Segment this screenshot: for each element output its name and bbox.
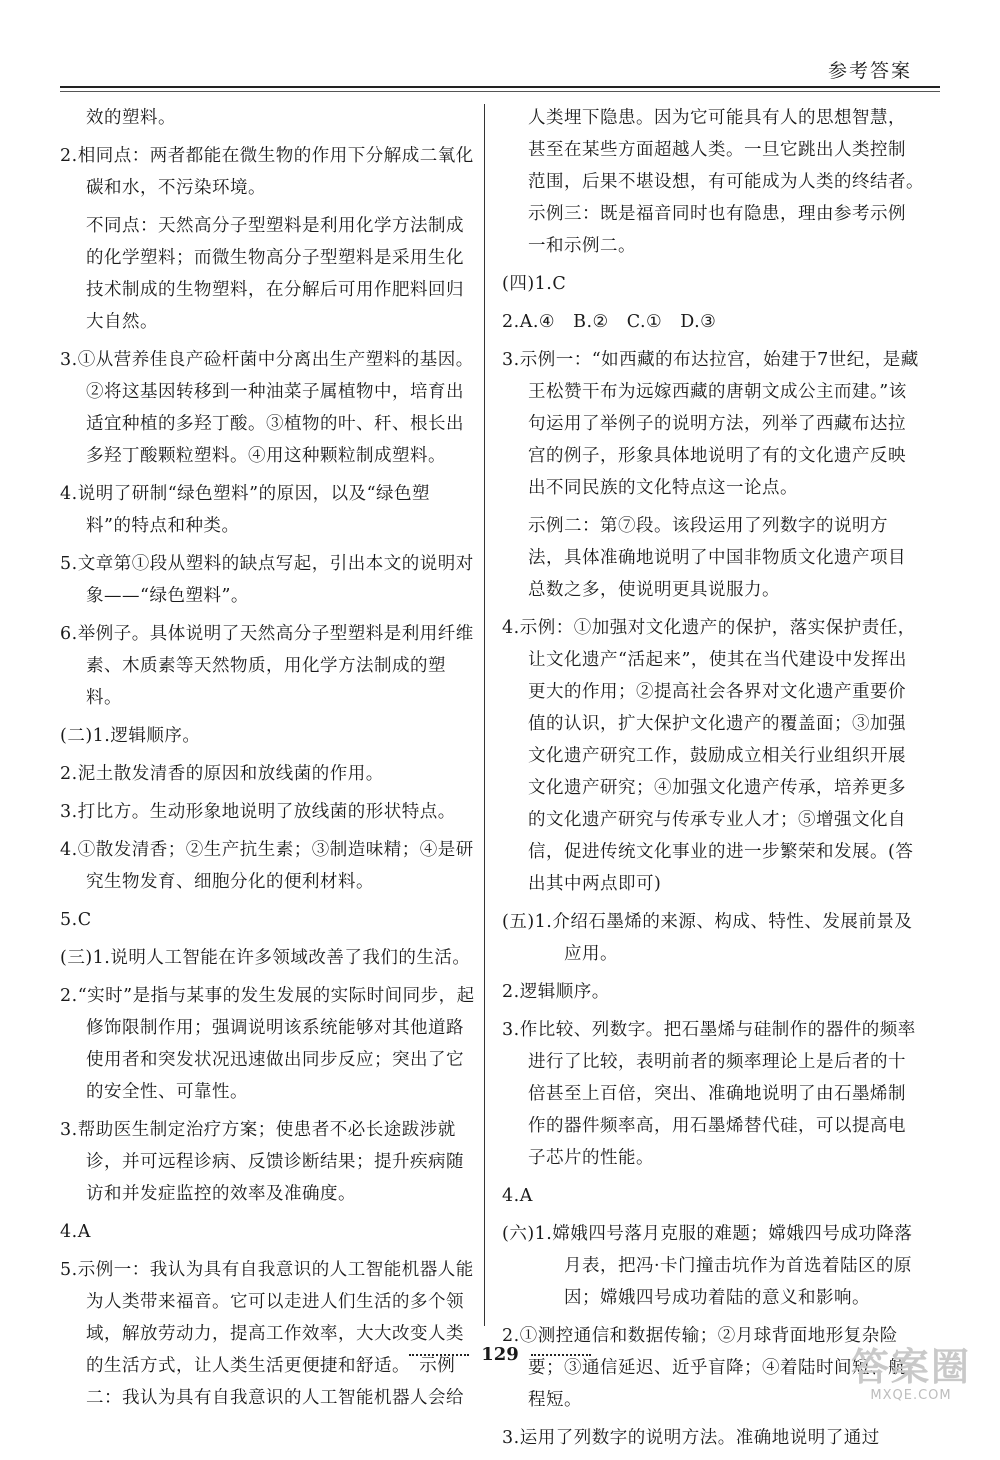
answer-item: 2.泥土散发清香的原因和放线菌的作用。 <box>60 764 384 784</box>
column-divider <box>484 104 485 1326</box>
header-rule <box>60 86 940 88</box>
answer-item: (四)1.C <box>502 274 567 294</box>
header-title: 参考答案 <box>827 60 912 82</box>
answer-item: 示例二：第⑦段。该段运用了列数字的说明方法，具体准确地说明了中国非物质文化遗产项目总数之多，使说明更具说服力。 <box>528 516 906 600</box>
answer-item: 5.示例一：我认为具有自我意识的人工智能机器人能为人类带来福音。它可以走进人们生活的多个领域，解放劳动力，提高工作效率，大大改变人类的生活方式，让人类生活更便捷和舒适。 示例二：我认为具有自我意识的人工智能机器人会给 <box>60 1260 474 1408</box>
answer-item: 6.举例子。具体说明了天然高分子型塑料是利用纤维素、木质素等天然物质，用化学方法制成的塑料。 <box>60 624 474 708</box>
answer-item: 3.帮助医生制定治疗方案；使患者不必长途跋涉就诊，并可远程诊病、反馈诊断结果；提升疾病随访和并发症监控的效率及准确度。 <box>60 1120 464 1204</box>
answer-item: 3.作比较、列数字。把石墨烯与硅制作的器件的频率进行了比较，表明前者的频率理论上是后者的十倍甚至上百倍，突出、准确地说明了由石墨烯制作的器件频率高，用石墨烯替代硅，可以提高电子芯片的性能。 <box>502 1020 916 1168</box>
page-header <box>60 56 940 92</box>
answer-item: 2.相同点：两者都能在微生物的作用下分解成二氧化碳和水，不污染环境。 <box>60 146 474 198</box>
answer-item: 2.逻辑顺序。 <box>502 982 610 1002</box>
answer-item: 效的塑料。 <box>86 108 176 128</box>
answer-item: 2.①测控通信和数据传输；②月球背面地形复杂险要；③通信延迟、近乎盲降；④着陆时间短、航程短。 <box>502 1326 906 1410</box>
footer-ornament-right <box>531 1354 591 1356</box>
answer-item: 2.A.④ B.② C.① D.③ <box>502 312 717 332</box>
answer-item: (二)1.逻辑顺序。 <box>60 726 201 746</box>
right-column <box>502 102 934 1460</box>
watermark-url: MXQE.COM <box>870 1388 952 1403</box>
answer-item: 5.C <box>60 910 92 930</box>
answer-item: (六)1.嫦娥四号落月克服的难题；嫦娥四号成功降落月表，把冯·卡门撞击坑作为首选着陆区的原因；嫦娥四号成功着陆的意义和影响。 <box>502 1224 913 1308</box>
answer-item: 3.运用了列数字的说明方法。准确地说明了通过 <box>502 1428 880 1448</box>
answer-item: 3.示例一：“如西藏的布达拉宫，始建于7世纪，是藏王松赞干布为远嫁西藏的唐朝文成公主而建。”该句运用了举例子的说明方法，列举了西藏布达拉宫的例子，形象具体地说明了有的文化遗产反映出不同民族的文化特点这一论点。 <box>502 350 919 498</box>
page-number: 129 <box>481 1344 519 1365</box>
answer-item: 不同点：天然高分子型塑料是利用化学方法制成的化学塑料；而微生物高分子型塑料是采用生化技术制成的生物塑料，在分解后可用作肥料回归大自然。 <box>86 216 464 332</box>
answer-item: 4.说明了研制“绿色塑料”的原因，以及“绿色塑料”的特点和种类。 <box>60 484 431 536</box>
answer-item: 3.打比方。生动形象地说明了放线菌的形状特点。 <box>60 802 456 822</box>
answer-item: 4.A <box>502 1186 533 1206</box>
answer-item: 人类埋下隐患。因为它可能具有人的思想智慧，甚至在某些方面超越人类。一旦它跳出人类控制范围，后果不堪设想，有可能成为人类的终结者。 示例三：既是福音同时也有隐患，理由参考示例一和示例二。 <box>528 108 934 256</box>
answer-item: 4.A <box>60 1222 91 1242</box>
header-rule-thin <box>60 91 940 92</box>
answer-item: 5.文章第①段从塑料的缺点写起，引出本文的说明对象——“绿色塑料”。 <box>60 554 474 606</box>
watermark-logo: 答案圈 <box>850 1345 971 1389</box>
answer-item: 3.①从营养佳良产硷杆菌中分离出生产塑料的基因。②将这基因转移到一种油菜子属植物中，培育出适宜种植的多羟丁酸。③植物的叶、秆、根长出多羟丁酸颗粒塑料。④用这种颗粒制成塑料。 <box>60 350 474 466</box>
left-column <box>60 102 475 1420</box>
answer-item: 4.①散发清香；②生产抗生素；③制造味精；④是研究生物发育、细胞分化的便利材料。 <box>60 840 474 892</box>
answer-item: 2.“实时”是指与某事的发生发展的实际时间同步，起修饰限制作用；强调说明该系统能够对其他道路使用者和突发状况迅速做出同步反应；突出了它的安全性、可靠性。 <box>60 986 475 1102</box>
answer-item: (五)1.介绍石墨烯的来源、构成、特性、发展前景及应用。 <box>502 912 913 964</box>
answer-item: (三)1.说明人工智能在许多领域改善了我们的生活。 <box>60 948 471 968</box>
watermark <box>836 1346 986 1410</box>
footer-ornament-left <box>409 1354 469 1356</box>
answer-item: 4.示例：①加强对文化遗产的保护，落实保护责任，让文化遗产“活起来”，使其在当代建设中发挥出更大的作用；②提高社会各界对文化遗产重要价值的认识，扩大保护文化遗产的覆盖面；③加强文化遗产研究工作，鼓励成立相关行业组织开展文化遗产研究；④加强文化遗产传承，培养更多的文化遗产研究与传承专业人才；⑤增强文化自信，促进传统文化事业的进一步繁荣和发展。(答出其中两点即可) <box>502 618 916 894</box>
